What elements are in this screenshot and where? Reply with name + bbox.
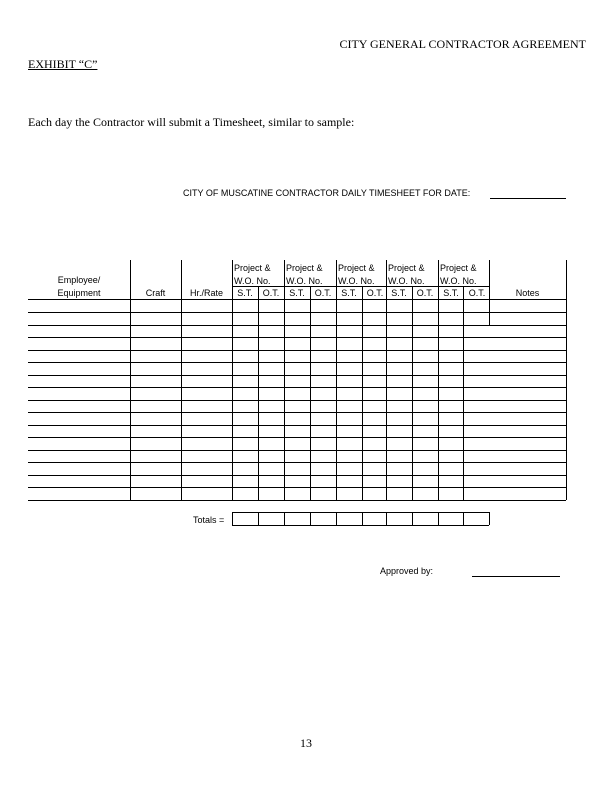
table-row-line bbox=[28, 400, 566, 401]
table-column-line bbox=[336, 260, 337, 500]
col-project-label: Project & bbox=[338, 263, 375, 273]
table-column-line bbox=[438, 260, 439, 500]
approval-signature-line bbox=[472, 576, 560, 577]
totals-column-line bbox=[463, 512, 464, 525]
table-row-line bbox=[28, 375, 566, 376]
col-ot-label: O.T. bbox=[314, 288, 332, 298]
table-row-line bbox=[28, 387, 566, 388]
table-column-line bbox=[412, 287, 413, 500]
totals-top-line bbox=[232, 512, 489, 513]
col-project-label: Project & bbox=[286, 263, 323, 273]
col-wo-label: W.O. No. bbox=[388, 276, 425, 286]
col-rate-label: Hr./Rate bbox=[189, 288, 223, 298]
totals-bottom-line bbox=[232, 525, 489, 526]
col-employee-label: Employee/ bbox=[57, 275, 101, 285]
subheader-line bbox=[232, 286, 489, 287]
totals-column-line bbox=[438, 512, 439, 525]
col-st-label: S.T. bbox=[391, 288, 407, 298]
table-row-line bbox=[28, 462, 566, 463]
totals-column-line bbox=[258, 512, 259, 525]
table-column-line bbox=[566, 260, 567, 500]
table-row-line bbox=[28, 325, 566, 326]
totals-column-line bbox=[284, 512, 285, 525]
exhibit-label: EXHIBIT “C” bbox=[28, 57, 98, 71]
approved-label: Approved by: bbox=[380, 566, 434, 576]
col-st-label: S.T. bbox=[443, 288, 459, 298]
table-row-line bbox=[28, 475, 566, 476]
totals-column-line bbox=[489, 512, 490, 525]
col-wo-label: W.O. No. bbox=[440, 276, 477, 286]
table-row-line bbox=[28, 362, 566, 363]
col-project-label: Project & bbox=[234, 263, 271, 273]
table-column-line bbox=[181, 260, 182, 500]
date-field-line bbox=[490, 198, 566, 199]
table-column-line bbox=[258, 287, 259, 500]
table-column-line bbox=[130, 260, 131, 500]
col-project-label: Project & bbox=[388, 263, 425, 273]
table-column-line bbox=[463, 287, 464, 500]
table-row-line bbox=[28, 500, 566, 501]
table-row-line bbox=[28, 350, 566, 351]
totals-column-line bbox=[232, 512, 233, 525]
col-ot-label: O.T. bbox=[468, 288, 486, 298]
page-number: 13 bbox=[300, 736, 312, 750]
table-column-line bbox=[232, 260, 233, 500]
col-st-label: S.T. bbox=[341, 288, 357, 298]
table-row-line bbox=[28, 437, 566, 438]
col-wo-label: W.O. No. bbox=[338, 276, 375, 286]
col-project-label: Project & bbox=[440, 263, 477, 273]
timesheet-title: CITY OF MUSCATINE CONTRACTOR DAILY TIMESHEET FOR DATE: bbox=[183, 188, 471, 198]
col-ot-label: O.T. bbox=[262, 288, 280, 298]
totals-label: Totals = bbox=[193, 515, 225, 525]
document-title: CITY GENERAL CONTRACTOR AGREEMENT bbox=[339, 37, 586, 51]
table-row-line bbox=[28, 450, 566, 451]
table-column-line bbox=[362, 287, 363, 500]
col-equipment-label: Equipment bbox=[57, 288, 101, 298]
col-wo-label: W.O. No. bbox=[234, 276, 271, 286]
totals-column-line bbox=[336, 512, 337, 525]
table-row-line bbox=[28, 487, 566, 488]
col-notes-label: Notes bbox=[515, 288, 540, 298]
col-st-label: S.T. bbox=[289, 288, 305, 298]
table-column-line bbox=[310, 287, 311, 500]
table-column-line bbox=[489, 260, 490, 325]
intro-text: Each day the Contractor will submit a Timesheet, similar to sample: bbox=[28, 115, 355, 129]
table-column-line bbox=[284, 260, 285, 500]
col-craft-label: Craft bbox=[145, 288, 166, 298]
col-st-label: S.T. bbox=[237, 288, 253, 298]
table-column-line bbox=[386, 260, 387, 500]
table-row-line bbox=[28, 425, 566, 426]
table-row-line bbox=[28, 412, 566, 413]
totals-column-line bbox=[362, 512, 363, 525]
totals-column-line bbox=[386, 512, 387, 525]
col-ot-label: O.T. bbox=[416, 288, 434, 298]
totals-column-line bbox=[310, 512, 311, 525]
col-wo-label: W.O. No. bbox=[286, 276, 323, 286]
header-divider-line bbox=[28, 299, 566, 300]
totals-column-line bbox=[412, 512, 413, 525]
table-row-line bbox=[28, 337, 566, 338]
table-row-line bbox=[28, 312, 566, 313]
col-ot-label: O.T. bbox=[366, 288, 384, 298]
